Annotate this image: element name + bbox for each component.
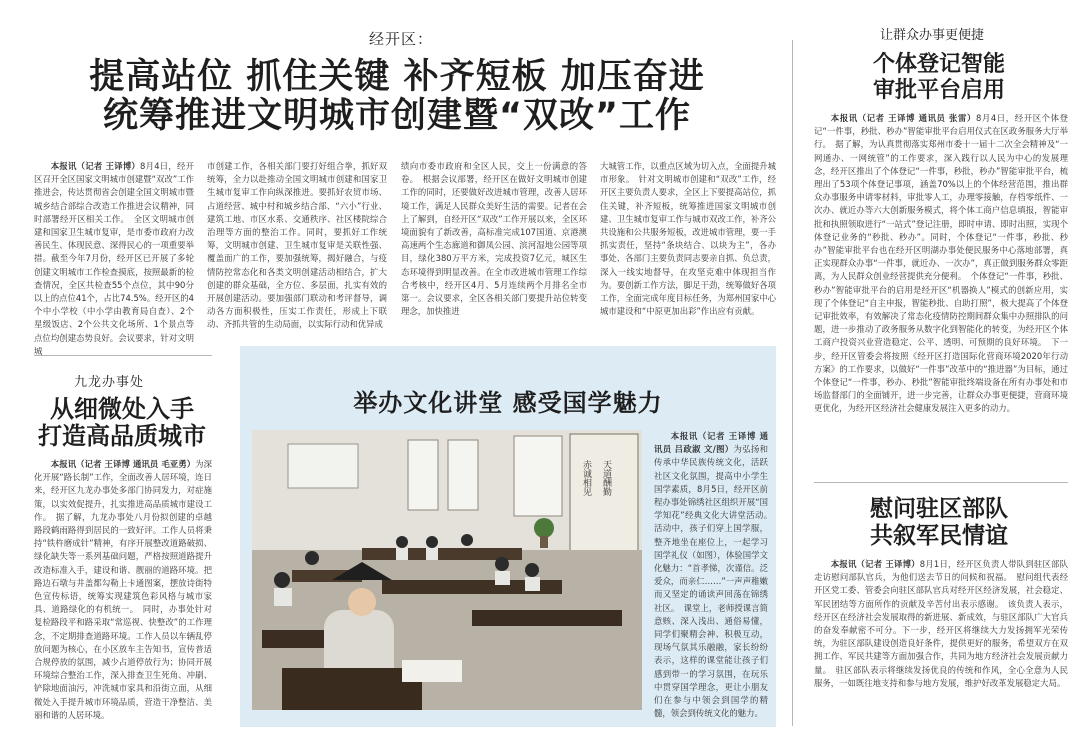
lead-col1-text: 8月4日，经开区召开全区国家文明城市创建暨“双改”工作推进会，传达贯彻省会创建全国文明城市暨城乡结合部综合改造工作推进会议精神，同时部署经开区相关工作。 全区文明城市创建和国家卫生城市复审，是市委市政府力改善民生、体现民意、深得民心的一项重要举措。截至今年7月份，经开区已开展了多轮创建文明城市工作检查摸底，按照最新的检查情况，全区共检查55个点位，其中90分以上的点位41个，占比74.5%。经开区的4个中小学校（中小学由教育局自查）、2个星级饭店、2个公共文化场所、1个景点等点位均创建态势良好。会议要求，针对文明城: [34, 161, 194, 356]
left-story-kicker: 九龙办事处: [74, 375, 145, 390]
lead-headline: [20, 58, 774, 136]
sidebar2-body: [814, 558, 1068, 728]
lead-byline: 本报讯（记者 王译博）: [50, 161, 141, 171]
feature-byline: 本报讯（记者 王译博 通讯员 吕政淑 文/图）: [654, 431, 768, 455]
left-story-headline-line2: 打造高品质城市: [38, 421, 206, 450]
sidebar-kicker: 让群众办事更便捷: [880, 28, 985, 43]
lead-col4-text: 大城管工作，以重点区域为切入点，全面提升城市形象。 针对文明城市创建和“双改”工作，经开区主要负责人要求，全区上下要提高站位，抓住关键，补齐短板，统筹推进国家文明城市创建、卫生城市复审工作与城市双改工作，补齐公共设施和公共服务短板，改进城市管理，要一手抓实责任，坚持“条块结合、以块为主”，各办事处、各部门主要负责同志要亲自抓、负总责，深入一线实地督导，在攻坚克难中体现担当作为。要创新工作方法，脚足干劲，统筹做好各项工作，全面完成年度目标任务，为郑州国家中心城市建设和“中原更加出彩”作出应有贡献。: [600, 161, 776, 317]
sidebar2-byline: 本报讯（记者 王译博）: [830, 559, 920, 569]
sidebar2-rule: [814, 482, 1068, 483]
left-story-body: [34, 458, 212, 724]
board-text-1: 赤诚相见: [581, 460, 591, 496]
sidebar2-text: 8月1日，经开区负责人带队到驻区部队走访慰问部队官兵，为他们送去节日的问候和祝福。 慰问组代表经开区党工委、管委会向驻区部队官兵对经开区经济发展，社会稳定、军民团结等方面所作的贡献及辛苦付出表示感谢。 该负责人表示，经开区在经济社会发展取得的新进展、新成效，与驻区部队广大官兵的奋发奉献密不可分。下一步，经开区将继续大力发扬拥军光荣传统，为驻区部队建设创造良好条件，提供更好的服务，希望双方在双拥工作、军民共建等方面加强合作，共同为地方经济社会发展贡献力量。 驻区部队表示将继续发扬优良的传统和作风，全心全意为人民服务，一如既往地支持和参与地方发展，维护好改革发展稳定大局。: [814, 559, 1069, 688]
sidebar-text: 8月4日，经开区个体登记“一件事，秒批、秒办”智能审批平台启用仪式在区政务服务大厅举行。 据了解，为认真贯彻落实郑州市委十一届十二次全会精神及“一网通办、一网统管”的工作要求，深入践行以人民为中心的发展理念，经开区推出了个体登记“一件事，秒批，秒办”智能审批平台，梳理出了53项个体登记事项，涵盖70%以上的个体经营范围，推出群众办事服务申请零材料，审批零人工，办理零接触，存档零纸件、一次办、就近办等六大创新服务模式，将个体工商户信息填报，智能审批和执照领取进行“一站式”登记注册，即时申请、即时出照，实现个体登记业务的“秒批、秒办”。同时，个体登记“一件事，秒批、秒办”智能审批平台也在经开区明湖办事处便民服务中心落地部署，真正实现群众办事“一件事，就近办、一次办”，真正做到服务群众零距离，为人民群众创业经营提供充分便利。 个体登记“一件事，秒批、秒办”智能审批平台的启用是经开区“机器换人”模式的创新应用，实现了个体登记“自主申报，智能秒批、自助打照”，极大提高了个体登记审批效率，有效解决了常态化疫情防控期间群众集中办照排队的问题，进一步推动了政务服务从数字化到智能化的转变，为经开区个体工商户投资兴业营造稳定、公平、透明、可预期的良好环境。 下一步，经开区管委会将按照《经开区打造国际化营商环境2020年行动方案》的工作要求，以做好“一件事”改革中的“推进器”为目标，通过个体登记“一件事，秒办、秒批”智能审批终端设备在所有办事处和市场监督部门的全面铺开，进一步完善，让群众办事更便捷，营商环境更优化，为经开区经济社会健康发展注入更多的动力。: [814, 113, 1068, 414]
feature-text: 为弘扬和传承中华民族传统文化，活跃社区文化氛围，提高中小学生国学素质，8月5日，经开区前程办事处锦绣社区组织开展“国学知花”经典文化大讲堂活动。 活动中，孩子们穿上国学服，整齐地坐在座位上，一起学习国学礼仪（如图），体验国学文化魅力：“首孝悌，次谨信。泛爱众，而亲仁……”一声声稚嫩而又坚定的诵读声回荡在锦绣社区。 课堂上，老师授课言简意赅、深入浅出、通俗易懂，同学们聚精会神、积极互动，现场气氛其乐融融，家长纷纷表示，这样的课堂能让孩子们感到带一的学习氛围，在玩乐中贯穿国学理念，更让小朋友们在参与中领会到国学的精髓，领会到传统文化的魅力。: [654, 444, 777, 719]
left-story-rule: [34, 355, 212, 356]
lead-col-1: [34, 160, 194, 356]
classroom-photo-drawing: [252, 430, 642, 710]
sidebar-byline: 本报讯（记者 王译博 通讯员 张雷）: [830, 113, 976, 123]
left-story-text: 为深化开展“路长制”工作，全面改善人居环境，连日来，经开区九龙办事处多部门协同发力，对症施策，以实效促提升，扎实推进高品质城市建设工作。 据了解，九龙办事处八月份拟创建的卓越路段鹤雨路得到居民的一致好评。工作人员将秉持“铁杵磨成针”精神，有序开展整改道路破损、绿化缺失等一系列基础问题，严格按照道路提升改造标准入手，建设和谐、靓丽的道路环境。把路边石墩与井盖都勾勒上卡通图案，摆放诗街特色宣传标语，统筹实现建筑色彩风格与城市家具、道路绿化的有机统一。 同时，办事处针对复检路段平和路采取“常巡视、快整改”的工作理念，不定期排查道路环境。工作人员以车辆乱停放问题为核心，在小区放车主告知书，宣传普适合规停放的氛围，减少占道停放行为；协同开展环境综合整治工作，深入排查卫生死角、冲刷、铲除地面油污，冲洗城市家具和沿街立面，从细微处入手提升城市环境品质，营造干净整洁、美丽和谐的人居环境。: [34, 459, 213, 720]
lead-headline-line2: 统筹推进文明城市创建暨“双改”工作: [102, 96, 691, 137]
sidebar2-headline-line1: 慰问驻区部队: [870, 496, 1008, 522]
lead-col3-text: 绩向市委市政府和全区人民，交上一份满意的答卷。 根据会议部署，经开区在做好文明城市创建工作的同时，还要做好改进城市管理，改善人居环境工作，满足人民群众美好生活的需要。记者在会上了解到，自经开区“双改”工作开展以来，全区环境面貌有了新改善，高标准完成107国道、京港澳高速两个生态廊道和御凤公园、滨河湿地公园等项目，绿化380万平方米，完成投资7亿元，城区生态环境得到明显改善。在全市改进城市管理工作综合考核中，经开区4月、5月连续两个月排名全市第一。会议要求，全区各相关部门要提升站位转变理念，加快推进: [401, 161, 587, 317]
feature-body: [654, 430, 777, 720]
sidebar-divider: [792, 40, 793, 726]
left-story-headline-line1: 从细微处入手: [50, 395, 194, 423]
feature-box: [240, 346, 776, 727]
lead-headline-line1: 提高站位 抓住关键 补齐短板 加压奋进: [89, 57, 705, 97]
left-story-headline: [22, 396, 222, 450]
sidebar2-headline-line2: 共叙军民情谊: [870, 523, 1008, 550]
classroom-photo: [252, 430, 642, 710]
sidebar-headline-line1: 个体登记智能: [872, 52, 1005, 77]
lead-col-4: [600, 160, 776, 344]
sidebar-body: [814, 112, 1068, 476]
board-text-2: 天道酬勤: [601, 460, 611, 496]
lead-kicker: 经开区：: [369, 30, 434, 48]
lead-col2-text: 市创建工作，各相关部门要打好组合拳，抓好双统筹，全力以赴推动全国文明城市创建和国家卫生城市复审工作向纵深推进。要抓好农贸市场、占道经营、城中村和城乡结合部、“六小”行业、建筑工地、市区水系、交通秩序、社区楼院综合治理等方面的整治工作。同时，要抓好工作统筹，文明城市创建、卫生城市复审是关联性强、覆盖面广的工作，要加强统筹，揭好融合，与疫情防控常态化和各类文明创建活动相结合，扩大创建的群众基础，全方位、多层面，扎实有效的开展创建活动。要加强部门联动和考评督导，调动各方面积极性，压实工作责任，形成上下联动、齐抓共管的生动局面，以实际行动和优异成: [207, 161, 387, 330]
lead-col-2: [207, 160, 387, 344]
sidebar2-headline: [810, 496, 1068, 550]
sidebar-headline: [810, 52, 1068, 104]
left-story-byline: 本报讯（记者 王译博 通讯员 毛亚勇）: [50, 459, 196, 469]
sidebar-headline-line2: 审批平台启用: [872, 77, 1005, 103]
lead-col-3: [401, 160, 587, 344]
feature-headline: 举办文化讲堂 感受国学魅力: [353, 389, 663, 417]
